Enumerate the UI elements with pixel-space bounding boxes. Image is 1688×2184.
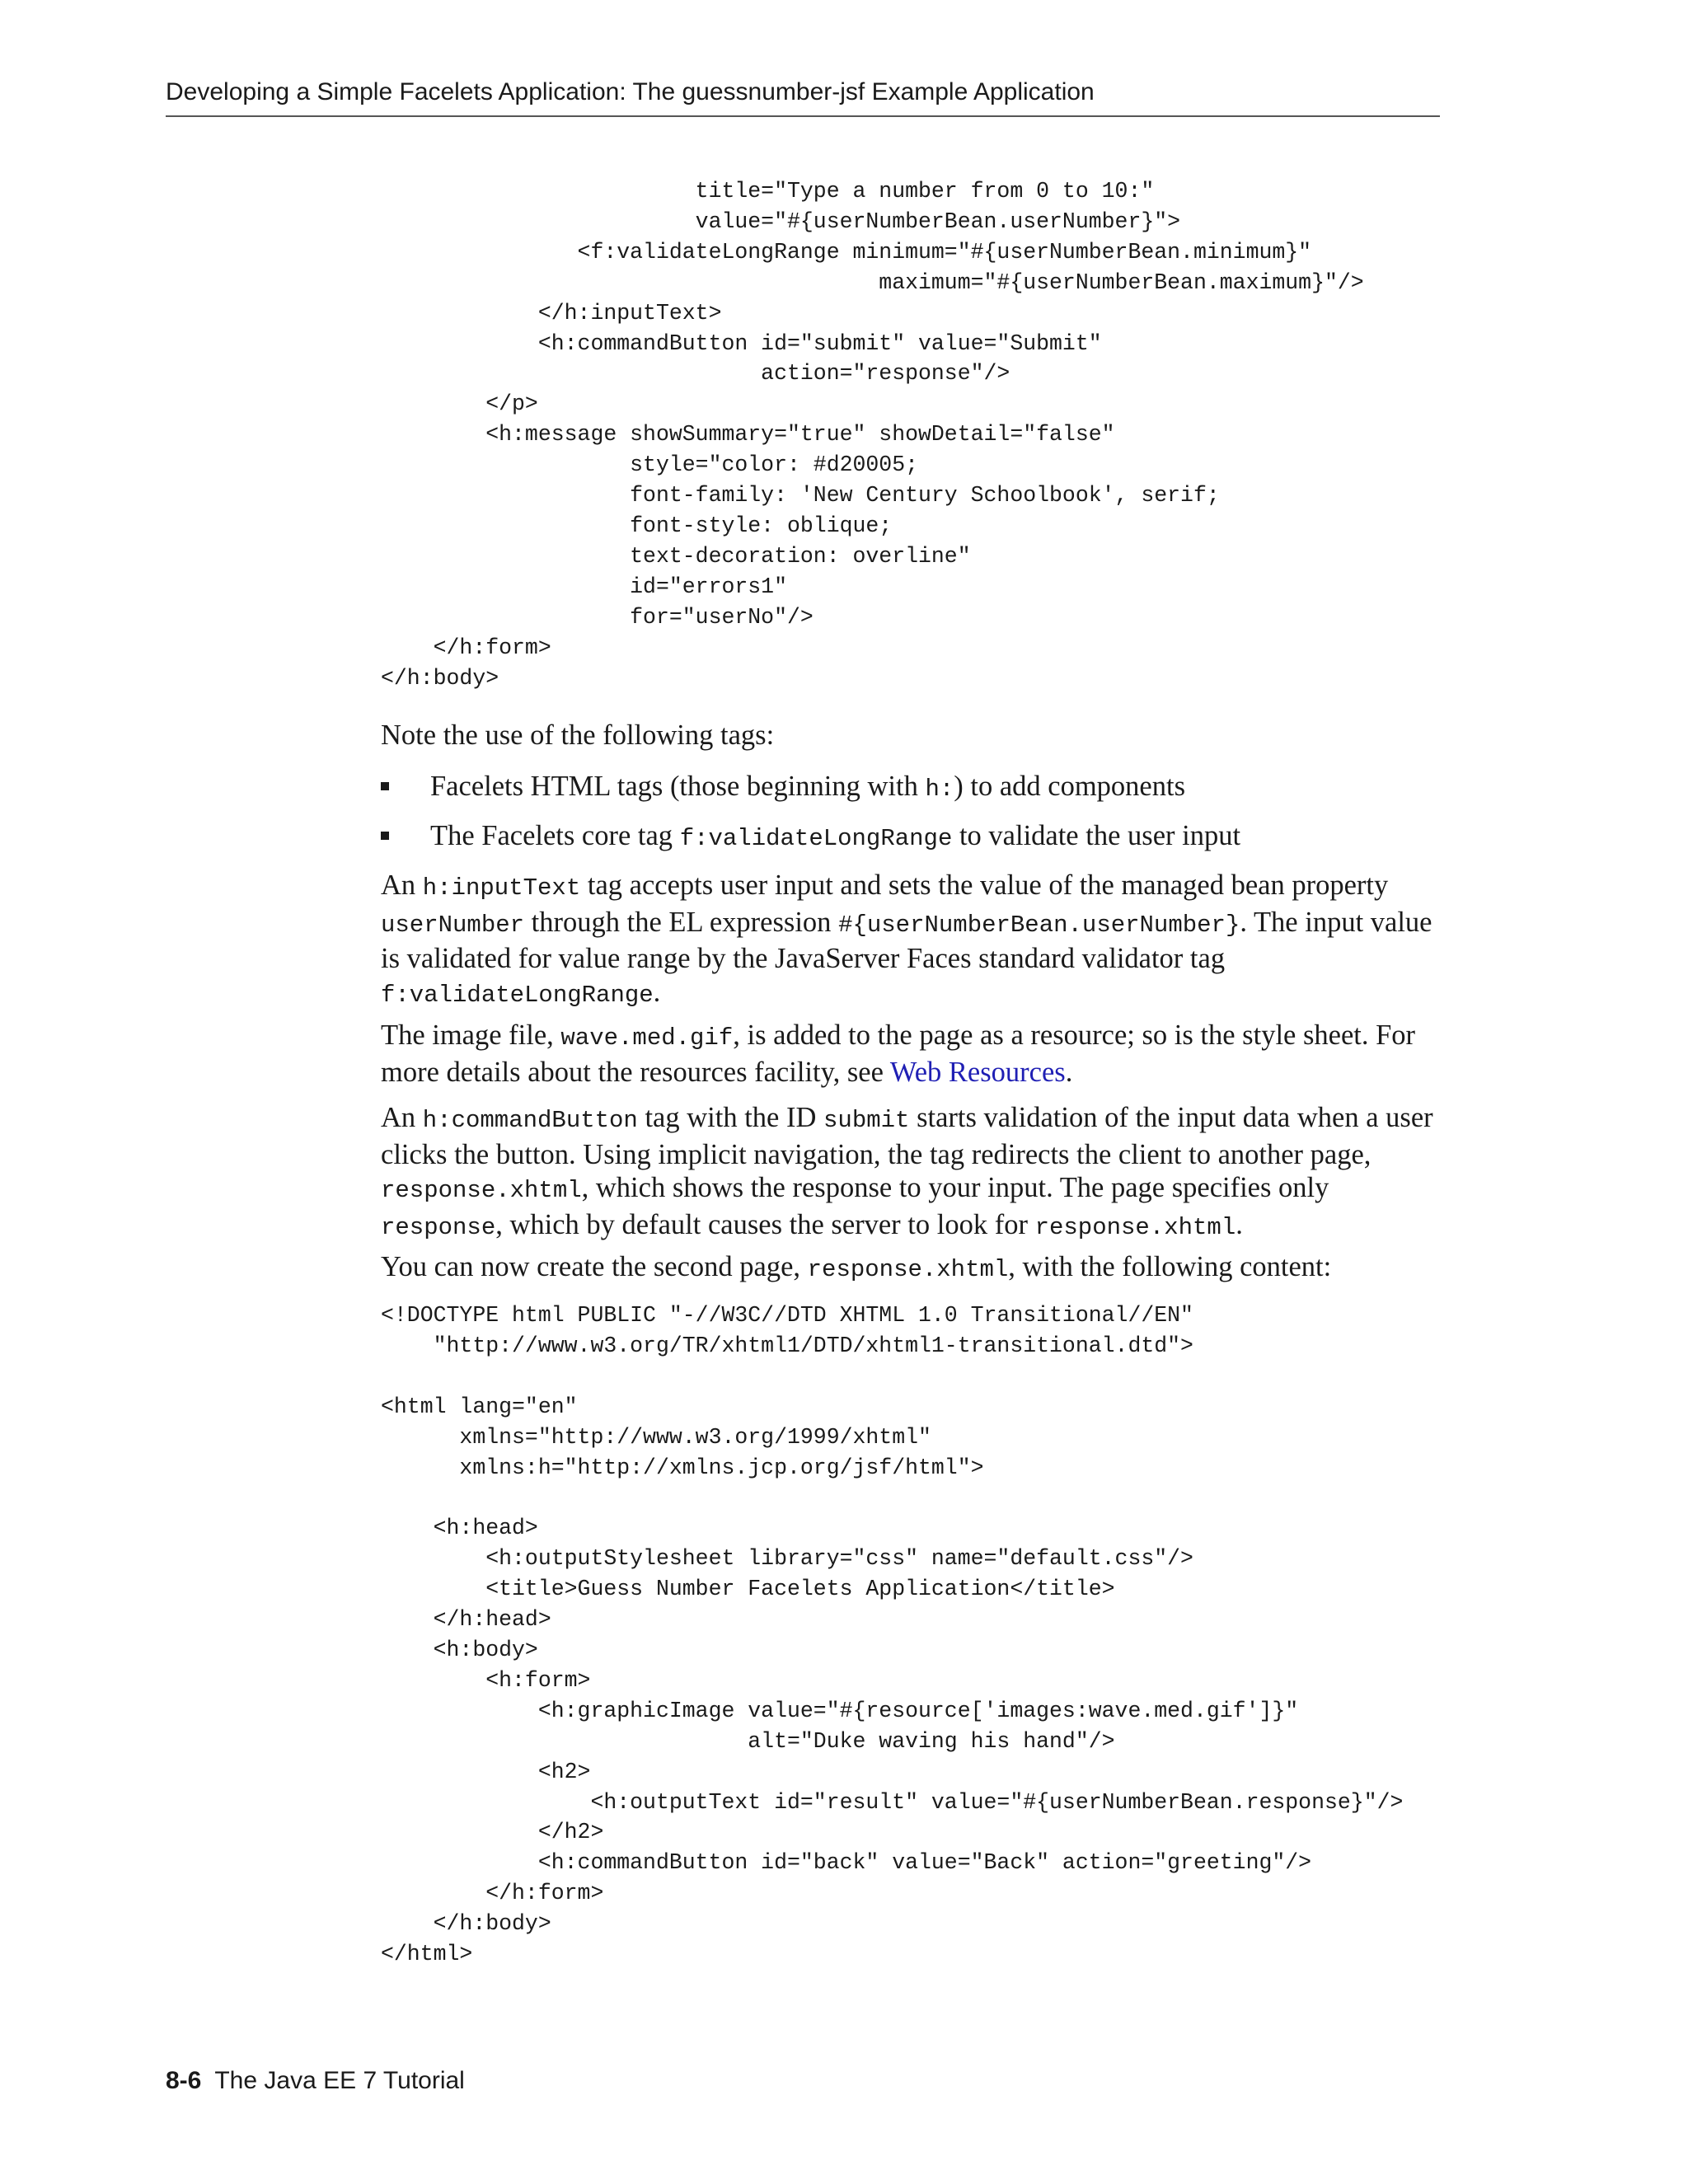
paragraph-image-file: The image file, wave.med.gif, is added to the page as a resource; so is the style sheet. For more details about the resources facility, see Web Resources. [381,1019,1416,1088]
running-header: Developing a Simple Facelets Application: The guessnumber-jsf Example Application [166,78,1095,105]
page-footer [166,2064,465,2097]
code-listing-top: title="Type a number from 0 to 10:" value="#{userNumberBean.userNumber}"> <f:validateLongRange minimum="#{userNumberBean.minimum}" maximum="#{userNumberBean.maximum}"/> </h:inputText> <h:commandButton id="submit" value="Submit" action="response"/> </p> <h:message showSummary="true" showDetail="false" style="color: #d20005; font-family: 'New Century Schoolbook', serif; font-style: oblique; text-decoration: overline" id="errors1" for="userNo"/> </h:form> </h:body> [381,179,1364,691]
bullet-icon [381,832,389,840]
paragraph-second-page: You can now create the second page, response.xhtml, with the following content: [381,1251,1332,1283]
list-item-text: Facelets HTML tags (those beginning with h:) to add components [430,771,1185,803]
web-resources-link[interactable]: Web Resources [889,1056,1066,1088]
paragraph-inputtext: An h:inputText tag accepts user input and sets the value of the managed bean property userNumber through the EL expression #{userNumberBean.userNumber}. The input value is validated for value range by the JavaServer Faces standard validator tag f:validateLongRange. [381,869,1432,1009]
intro-paragraph: Note the use of the following tags: [381,719,775,751]
header-rule [166,115,1440,117]
page-number: 8-6 [166,2067,202,2094]
bullet-icon [381,782,389,790]
code-listing-bottom: <!DOCTYPE html PUBLIC "-//W3C//DTD XHTML 1.0 Transitional//EN" "http://www.w3.org/TR/xhtml1/DTD/xhtml1-transitional.dtd"> <html lang="en" xmlns="http://www.w3.org/1999/xhtml" xmlns:h="http://xmlns.jcp.org/jsf/html"> <h:head> <h:outputStylesheet library="css" name="default.css"/> <title>Guess Number Facelets Application</title> </h:head> <h:body> <h:form> <h:graphicImage value="#{resource['images:wave.med.gif']}" alt="Duke waving his hand"/> <h2> <h:outputText id="result" value="#{userNumberBean.response}"/> </h2> <h:commandButton id="back" value="Back" action="greeting"/> </h:form> </h:body> </html> [381,1303,1404,1967]
paragraph-commandbutton: An h:commandButton tag with the ID submit starts validation of the input data when a user clicks the button. Using implicit navigation, the tag redirects the client to another page, response.xhtml, which shows the response to your input. The page specifies only response, which by default causes the server to look for response.xhtml. [381,1102,1433,1241]
list-item-text: The Facelets core tag f:validateLongRange to validate the user input [430,820,1241,852]
book-title: The Java EE 7 Tutorial [214,2067,465,2094]
